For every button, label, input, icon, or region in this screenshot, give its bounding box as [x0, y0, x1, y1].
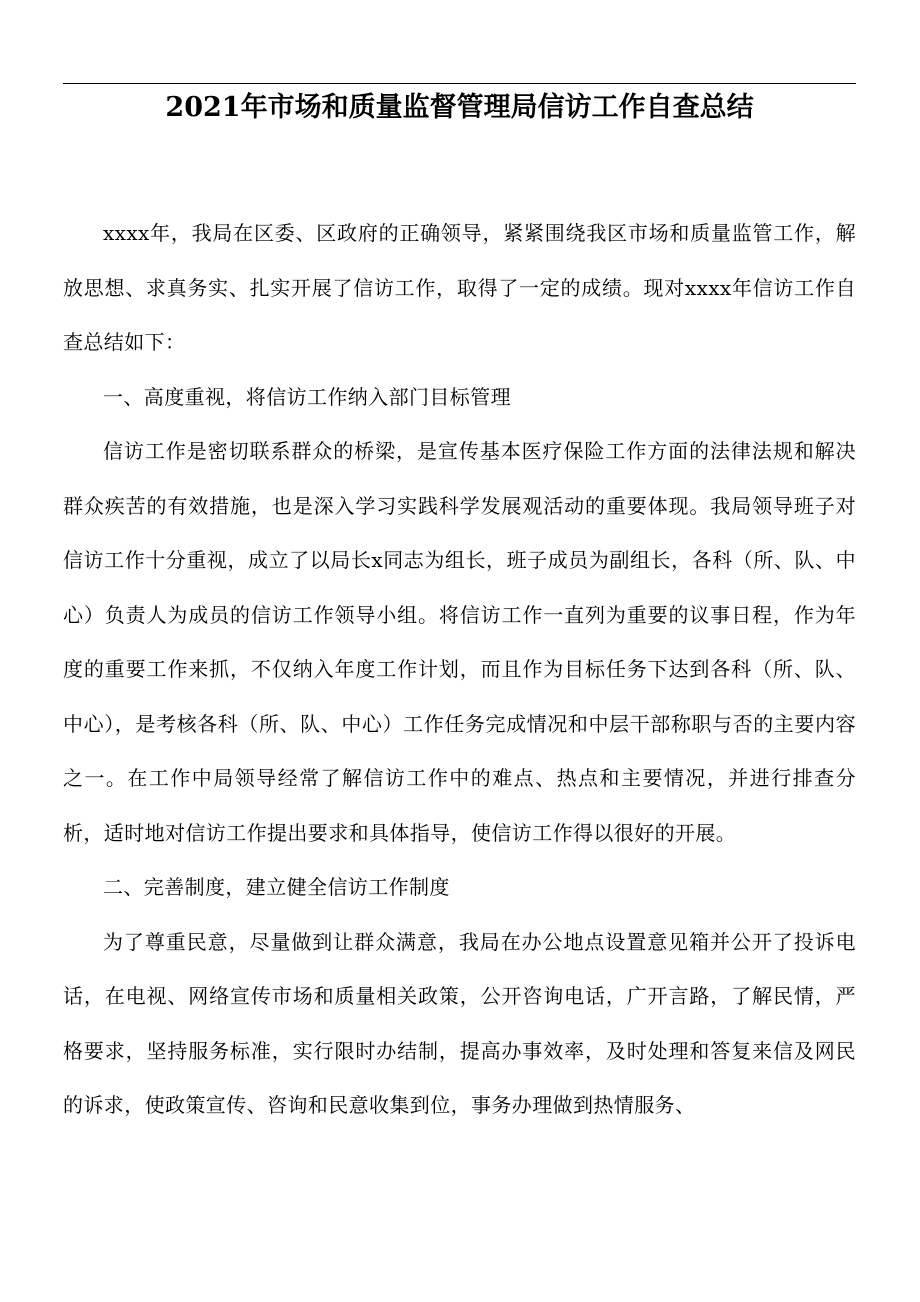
document-title: 2021年市场和质量监督管理局信访工作自查总结 [165, 92, 754, 123]
header-rule [63, 83, 856, 84]
paragraph-intro: xxxx年，我局在区委、区政府的正确领导，紧紧围绕我区市场和质量监管工作，解放思想、求真务实、扎实开展了信访工作，取得了一定的成绩。现对xxxx年信访工作自查总结如下： [63, 221, 856, 354]
paragraph-section-2: 为了尊重民意，尽量做到让群众满意，我局在办公地点设置意见箱并公开了投诉电话，在电视、网络宣传市场和质量相关政策，公开咨询电话，广开言路，了解民情，严格要求，坚持服务标准，实行限时办结制，提高办事效率，及时处理和答复来信及网民的诉求，使政策宣传、咨询和民意收集到位，事务办理做到热情服务、 [63, 929, 856, 1117]
paragraph-section-1: 信访工作是密切联系群众的桥梁，是宣传基本医疗保险工作方面的法律法规和解决群众疾苦的有效措施，也是深入学习实践科学发展观活动的重要体现。我局领导班子对信访工作十分重视，成立了以局长x同志为组长，班子成员为副组长，各科（所、队、中心）负责人为成员的信访工作领导小组。将信访工作一直列为重要的议事日程，作为年度的重要工作来抓，不仅纳入年度工作计划，而且作为目标任务下达到各科（所、队、中心），是考核各科（所、队、中心）工作任务完成情况和中层干部称职与否的主要内容之一。在工作中局领导经常了解信访工作中的难点、热点和主要情况，并进行排查分析，适时地对信访工作提出要求和具体指导，使信访工作得以很好的开展。 [63, 439, 856, 845]
document-body [63, 206, 856, 1133]
section-heading-2: 二、完善制度，建立健全信访工作制度 [103, 875, 450, 899]
section-heading-1: 一、高度重视，将信访工作纳入部门目标管理 [103, 384, 511, 409]
